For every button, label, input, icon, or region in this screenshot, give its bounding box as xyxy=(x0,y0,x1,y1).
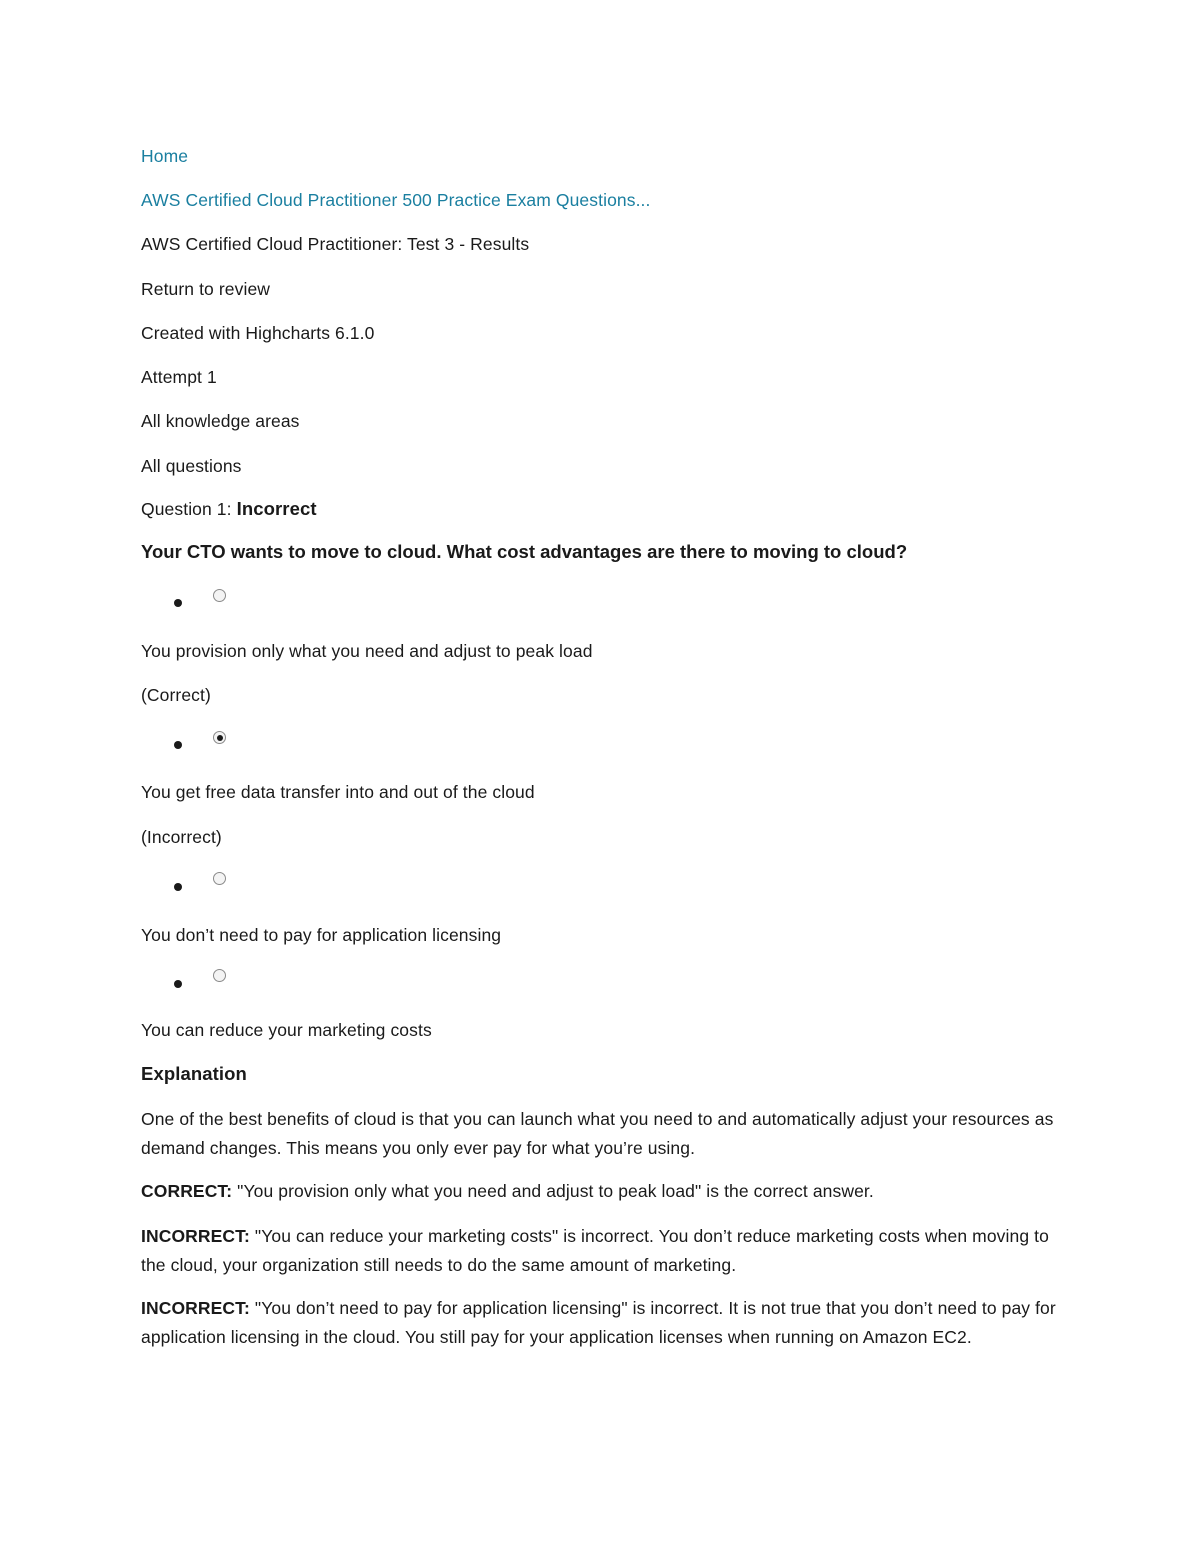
option-3-text: You don’t need to pay for application licensing xyxy=(141,925,502,945)
questions-filter[interactable]: All questions xyxy=(141,456,242,476)
question-number: Question 1: xyxy=(141,499,232,519)
option-4-text: You can reduce your marketing costs xyxy=(141,1020,432,1040)
option-bullet xyxy=(174,980,182,988)
note-label: CORRECT: xyxy=(141,1181,233,1201)
question-status: Incorrect xyxy=(236,498,317,519)
option-bullet xyxy=(174,741,182,749)
note-text: "You provision only what you need and adjust to peak load" is the correct answer. xyxy=(232,1181,874,1201)
option-bullet xyxy=(174,599,182,607)
knowledge-areas-filter[interactable]: All knowledge areas xyxy=(141,411,300,431)
note-text: "You don’t need to pay for application licensing" is incorrect. It is not true that you don’t need to pay for application licensing in the cloud. You still pay for your application licenses when running on Amazon EC2. xyxy=(141,1298,1056,1347)
explanation-heading: Explanation xyxy=(141,1063,247,1084)
note-text: "You can reduce your marketing costs" is incorrect. You don’t reduce marketing costs when moving to the cloud, your organization still needs to do the same amount of marketing. xyxy=(141,1226,1049,1275)
breadcrumb-home-link[interactable]: Home xyxy=(141,146,189,166)
explanation-intro: One of the best benefits of cloud is that you can launch what you need to and automatically adjust your resources as demand changes. This means you only ever pay for what you’re using. xyxy=(141,1109,1054,1158)
option-2-tag: (Incorrect) xyxy=(141,827,222,847)
chart-credit: Created with Highcharts 6.1.0 xyxy=(141,323,375,343)
question-header xyxy=(141,498,317,520)
option-2-radio[interactable] xyxy=(213,731,226,744)
breadcrumb-course-link[interactable]: AWS Certified Cloud Practitioner 500 Practice Exam Questions... xyxy=(141,190,651,210)
note-label: INCORRECT: xyxy=(141,1226,250,1246)
option-1-text: You provision only what you need and adjust to peak load xyxy=(141,641,593,661)
attempt-label: Attempt 1 xyxy=(141,367,217,387)
note-label: INCORRECT: xyxy=(141,1298,250,1318)
option-3-radio[interactable] xyxy=(213,872,226,885)
option-2-text: You get free data transfer into and out of the cloud xyxy=(141,782,535,802)
explanation-note-incorrect-marketing xyxy=(141,1222,1071,1279)
explanation-note-correct xyxy=(141,1177,1071,1206)
explanation-note-incorrect-licensing xyxy=(141,1294,1071,1351)
option-bullet xyxy=(174,883,182,891)
return-to-review-link[interactable]: Return to review xyxy=(141,279,271,299)
option-1-tag: (Correct) xyxy=(141,685,211,705)
results-title: AWS Certified Cloud Practitioner: Test 3 - Results xyxy=(141,234,530,254)
option-4-radio[interactable] xyxy=(213,969,226,982)
question-text: Your CTO wants to move to cloud. What cost advantages are there to moving to cloud? xyxy=(141,541,908,562)
option-1-radio[interactable] xyxy=(213,589,226,602)
